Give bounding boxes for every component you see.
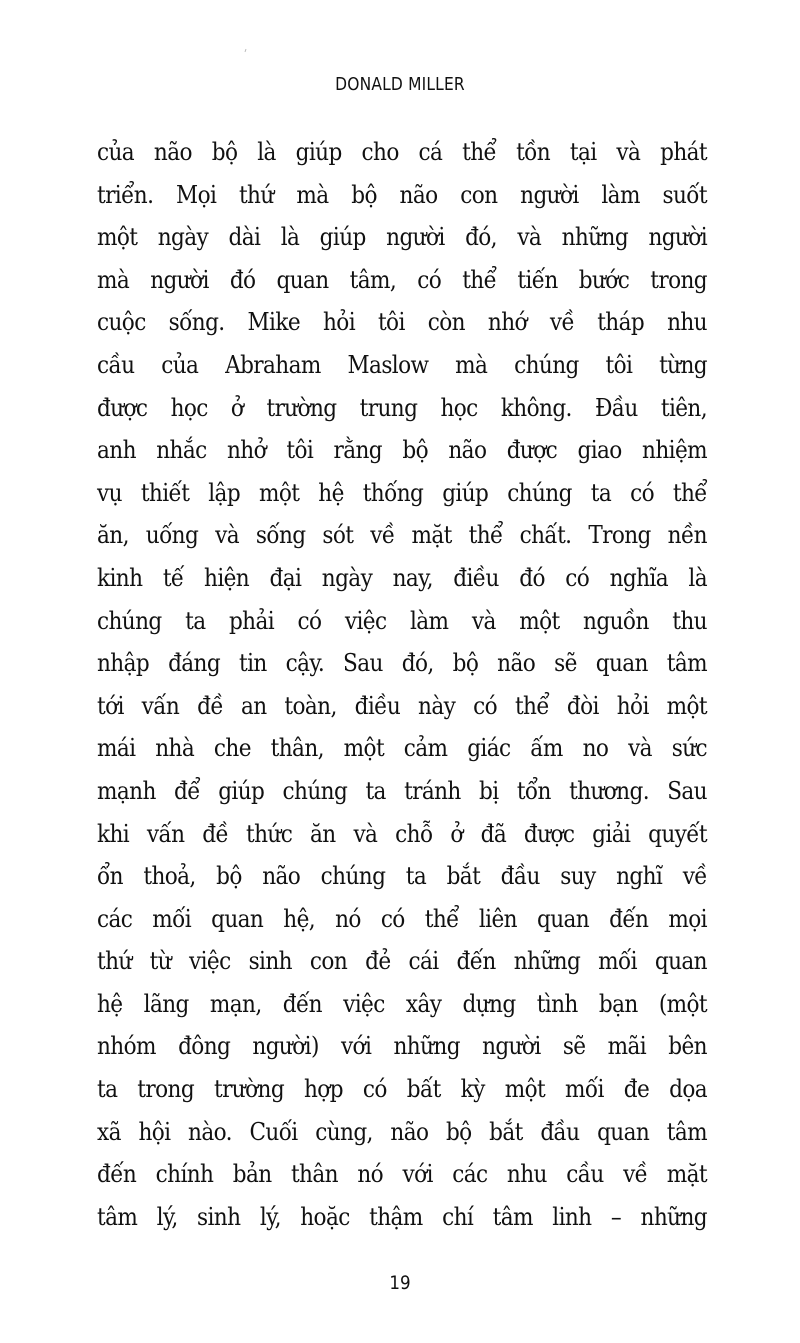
text-line: chúng ta phải có việc làm và một nguồn thu <box>97 606 707 635</box>
page-number: 19 <box>389 1272 411 1294</box>
text-line: ổn thoả, bộ não chúng ta bắt đầu suy nghĩ về <box>97 862 707 891</box>
text-line: xã hội nào. Cuối cùng, não bộ bắt đầu quan tâm <box>97 1117 707 1146</box>
text-line: mái nhà che thân, một cảm giác ấm no và sức <box>97 734 707 763</box>
text-line: cầu của Abraham Maslow mà chúng tôi từng <box>97 350 707 379</box>
text-line: khi vấn đề thức ăn và chỗ ở đã được giải quyết <box>97 819 707 848</box>
text-line: mạnh để giúp chúng ta tránh bị tổn thương. Sau <box>97 776 707 805</box>
text-line: một ngày dài là giúp người đó, và những người <box>97 223 707 252</box>
text-line: tới vấn đề an toàn, điều này có thể đòi hỏi một <box>97 691 707 720</box>
text-line: cuộc sống. Mike hỏi tôi còn nhớ về tháp nhu <box>97 308 707 337</box>
text-line: đến chính bản thân nó với các nhu cầu về mặt <box>97 1160 707 1189</box>
text-line: thứ từ việc sinh con đẻ cái đến những mối quan <box>97 947 707 976</box>
text-line: nhóm đông người) với những người sẽ mãi bên <box>97 1032 707 1061</box>
scan-speck <box>245 49 247 52</box>
text-line: của não bộ là giúp cho cá thể tồn tại và phát <box>97 138 707 166</box>
body-paragraph <box>97 131 707 1238</box>
text-line: kinh tế hiện đại ngày nay, điều đó có nghĩa là <box>97 563 707 592</box>
text-line: triển. Mọi thứ mà bộ não con người làm suốt <box>97 180 707 209</box>
text-line: mà người đó quan tâm, có thể tiến bước trong <box>97 265 707 294</box>
running-head-author: DONALD MILLER <box>335 74 465 95</box>
text-line: anh nhắc nhở tôi rằng bộ não được giao nhiệm <box>97 436 707 465</box>
text-line: ăn, uống và sống sót về mặt thể chất. Trong nền <box>97 521 707 550</box>
text-line: nhập đáng tin cậy. Sau đó, bộ não sẽ quan tâm <box>97 649 707 678</box>
text-line: tâm lý, sinh lý, hoặc thậm chí tâm linh – những <box>97 1202 707 1231</box>
text-line: hệ lãng mạn, đến việc xây dựng tình bạn (một <box>97 989 707 1018</box>
text-line: được học ở trường trung học không. Đầu tiên, <box>97 393 707 422</box>
text-line: ta trong trường hợp có bất kỳ một mối đe dọa <box>97 1075 707 1104</box>
text-line: các mối quan hệ, nó có thể liên quan đến mọi <box>97 904 707 933</box>
text-line: vụ thiết lập một hệ thống giúp chúng ta có thể <box>97 478 707 507</box>
